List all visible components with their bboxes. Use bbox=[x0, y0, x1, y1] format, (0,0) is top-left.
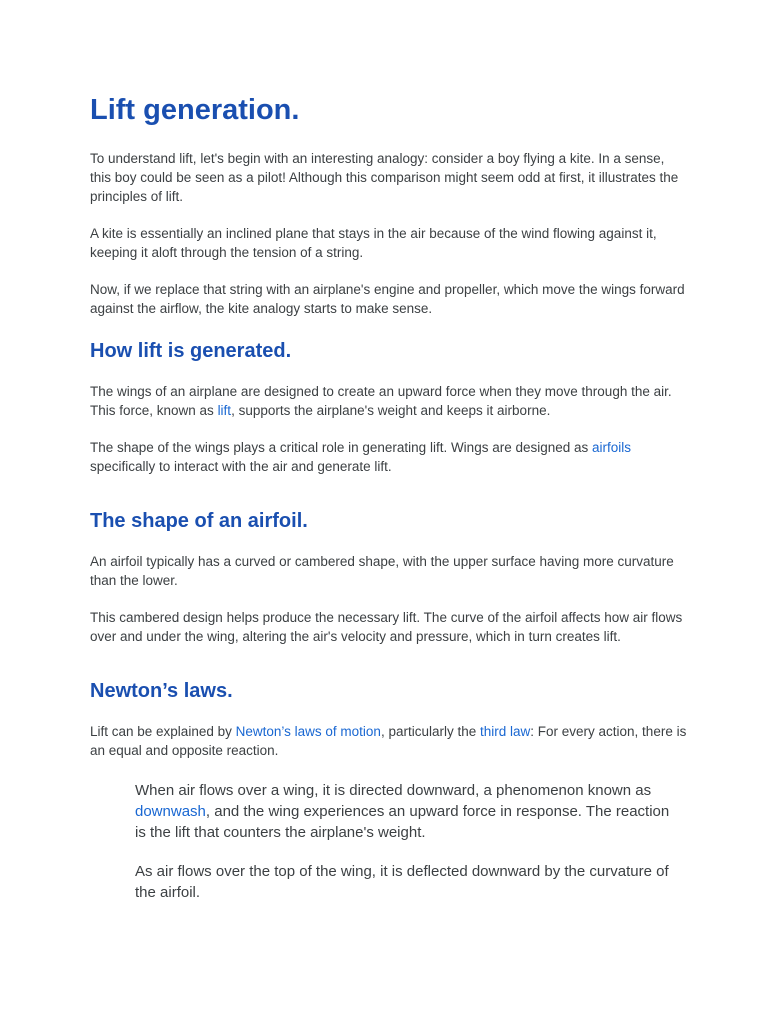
airfoil-paragraph-1: An airfoil typically has a curved or cambered shape, with the upper surface having more curvature than the lower. bbox=[90, 554, 674, 588]
text-segment: When air flows over a wing, it is directed downward, a phenomenon known as bbox=[135, 782, 652, 799]
indented-quote-block bbox=[135, 780, 680, 903]
text-segment: , particularly the bbox=[380, 724, 480, 739]
airfoil-paragraph-2: This cambered design helps produce the necessary lift. The curve of the airfoil affects how air flows over and under the wing, altering the air's velocity and pressure, which in turn creates lift. bbox=[90, 610, 683, 644]
text-segment: , and the wing experiences an upward force in response. The reaction is the lift that counters the airplane's weight. bbox=[135, 803, 670, 841]
section-heading-how-lift: How lift is generated. bbox=[90, 340, 292, 362]
intro-paragraph-3: Now, if we replace that string with an airplane's engine and propeller, which move the wings forward against the airflow, the kite analogy starts to make sense. bbox=[90, 282, 685, 316]
text-segment: The wings of an airplane are designed to create an upward force when they move through the air. This force, known as bbox=[90, 384, 672, 418]
newtons-laws-link[interactable]: Newton’s laws of motion bbox=[235, 724, 381, 739]
intro-paragraph-1: To understand lift, let's begin with an interesting analogy: consider a boy flying a kite. In a sense, this boy could be seen as a pilot! Although this comparison might seem odd at first, it illustrates the principles of lift. bbox=[90, 151, 679, 204]
intro-paragraph-2: A kite is essentially an inclined plane that stays in the air because of the wind flowing against it, keeping it aloft through the tension of a string. bbox=[90, 226, 657, 260]
how-lift-paragraph-1 bbox=[90, 382, 688, 420]
text-segment: specifically to interact with the air and generate lift. bbox=[90, 459, 392, 474]
text-segment: : For every action, there is an equal and opposite reaction. bbox=[90, 724, 687, 758]
lift-link[interactable]: lift bbox=[217, 403, 232, 418]
downwash-link[interactable]: downwash bbox=[135, 803, 206, 820]
text-segment: , supports the airplane's weight and keeps it airborne. bbox=[231, 403, 551, 418]
quote-paragraph-2: As air flows over the top of the wing, it is deflected downward by the curvature of the airfoil. bbox=[135, 863, 669, 901]
airfoils-link[interactable]: airfoils bbox=[592, 440, 632, 455]
third-law-link[interactable]: third law bbox=[479, 724, 531, 739]
how-lift-paragraph-2 bbox=[90, 438, 688, 476]
section-heading-airfoil-shape: The shape of an airfoil. bbox=[90, 510, 308, 532]
page-title: Lift generation. bbox=[90, 94, 300, 126]
article-body bbox=[90, 93, 688, 903]
text-segment: The shape of the wings plays a critical role in generating lift. Wings are designed as bbox=[90, 440, 593, 455]
quote-paragraph-1 bbox=[135, 780, 680, 843]
text-segment: Lift can be explained by bbox=[90, 724, 236, 739]
newtons-paragraph-1 bbox=[90, 722, 688, 760]
section-heading-newtons-laws: Newton’s laws. bbox=[90, 680, 233, 702]
